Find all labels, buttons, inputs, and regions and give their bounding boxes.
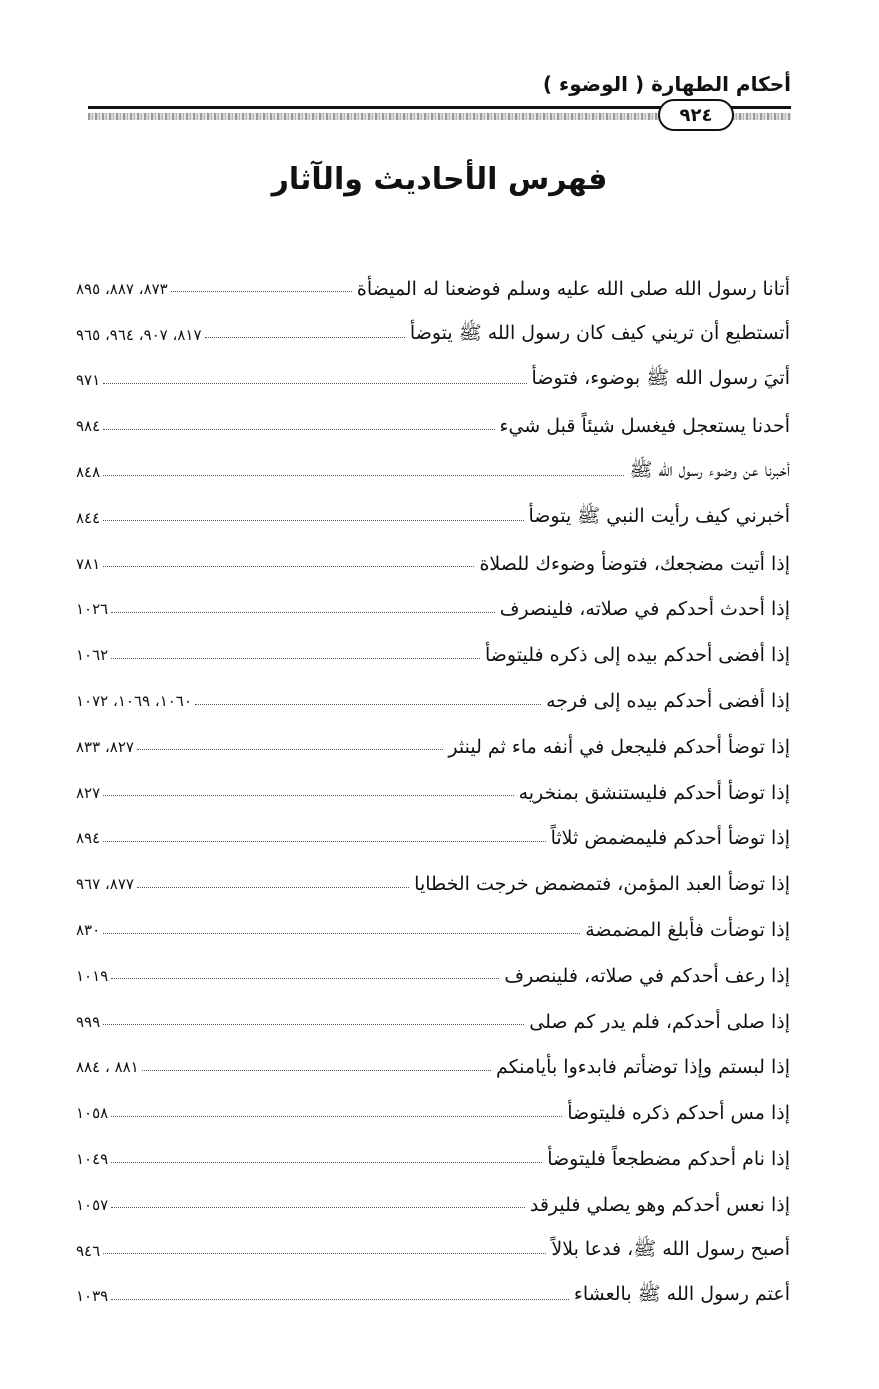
- dot-leader: [103, 520, 523, 521]
- index-entry: [76, 1090, 790, 1136]
- index-entry: [76, 953, 790, 999]
- dot-leader: [111, 658, 480, 659]
- entry-page-numbers: ١٠٦٠، ١٠٦٩، ١٠٧٢: [76, 692, 192, 711]
- entry-text: أتيَ رسول الله ﷺ بوضوء، فتوضأ: [531, 367, 790, 390]
- index-entry: [76, 403, 790, 449]
- entry-page-numbers: ٨١٧، ٩٠٧، ٩٦٤، ٩٦٥: [76, 325, 202, 344]
- running-title: أحكام الطهارة ( الوضوء ): [542, 72, 791, 96]
- entry-page-numbers: ٩٨٤: [76, 417, 101, 436]
- entry-text: إذا أحدث أحدكم في صلاته، فلينصرف: [499, 598, 790, 621]
- dot-leader: [103, 1253, 546, 1254]
- entry-text: إذا صلى أحدكم، فلم يدر كم صلى: [529, 1010, 790, 1033]
- index-entry: [76, 907, 790, 953]
- page-number: ٩٢٤: [679, 104, 713, 126]
- dot-leader: [195, 704, 541, 705]
- index-entry: [76, 1182, 790, 1228]
- entry-page-numbers: ٩٧١: [76, 371, 101, 390]
- dot-leader: [205, 337, 405, 338]
- index-entry: [76, 449, 790, 495]
- entry-page-numbers: ٨٤٤: [76, 508, 101, 527]
- entry-page-numbers: ١٠١٩: [76, 966, 109, 985]
- dot-leader: [111, 1207, 525, 1208]
- entry-page-numbers: ٨٢٧: [76, 783, 101, 802]
- index-entries: [76, 266, 790, 1319]
- entry-page-numbers: ٨٩٤: [76, 829, 101, 848]
- dot-leader: [111, 978, 499, 979]
- dot-leader: [111, 612, 494, 613]
- entry-page-numbers: ١٠٦٢: [76, 646, 109, 665]
- entry-page-numbers: ٨٤٨: [76, 463, 101, 482]
- dot-leader: [103, 795, 513, 796]
- entry-text: إذا لبستم وإذا توضأتم فابدءوا بأيامنكم: [496, 1056, 790, 1079]
- entry-text: أصبح رسول الله ﷺ، فدعا بلالاً: [551, 1237, 790, 1260]
- entry-page-numbers: ١٠٥٨: [76, 1104, 109, 1123]
- index-entry: [76, 1228, 790, 1274]
- index-entry: [76, 678, 790, 724]
- index-entry: [76, 266, 790, 312]
- dot-leader: [111, 1116, 562, 1117]
- entry-page-numbers: ٨٣٠: [76, 921, 101, 940]
- page-number-badge: [658, 99, 734, 131]
- dot-leader: [137, 887, 409, 888]
- entry-text: أخبرني كيف رأيت النبي ﷺ يتوضأ: [528, 504, 790, 527]
- dot-leader: [103, 933, 580, 934]
- index-entry: [76, 770, 790, 816]
- entry-text: إذا رعف أحدكم في صلاته، فلينصرف: [504, 964, 790, 987]
- entry-text: إذا توضأ أحدكم فليستنشق بمنخريه: [518, 781, 790, 804]
- index-entry: [76, 495, 790, 541]
- entry-text: أتانا رسول الله صلى الله عليه وسلم فوضعنا له الميضأة: [356, 277, 790, 300]
- index-entry: [76, 541, 790, 587]
- dot-leader: [103, 1024, 524, 1025]
- entry-text: أخبرنا عن وضوء رسول الله ﷺ: [629, 459, 790, 482]
- entry-page-numbers: ٨٨١ ، ٨٨٤: [76, 1058, 139, 1077]
- dot-leader: [111, 1299, 569, 1300]
- index-title: فهرس الأحاديث والآثار: [271, 162, 608, 197]
- entry-page-numbers: ١٠٢٦: [76, 600, 109, 619]
- index-entry: [76, 1045, 790, 1091]
- entry-page-numbers: ٨٧٧، ٩٦٧: [76, 875, 134, 894]
- entry-page-numbers: ٨٢٧، ٨٣٣: [76, 737, 134, 756]
- entry-page-numbers: ٩٩٩: [76, 1012, 101, 1031]
- index-entry: [76, 632, 790, 678]
- index-entry: [76, 1274, 790, 1320]
- index-entry: [76, 999, 790, 1045]
- dot-leader: [171, 291, 352, 292]
- dot-leader: [103, 841, 545, 842]
- index-entry: [76, 358, 790, 404]
- index-entry: [76, 724, 790, 770]
- entry-page-numbers: ١٠٥٧: [76, 1195, 109, 1214]
- entry-text: إذا توضأ العبد المؤمن، فتمضمض خرجت الخطايا: [414, 873, 790, 896]
- entry-text: أعتم رسول الله ﷺ بالعشاء: [573, 1283, 790, 1306]
- entry-text: أحدنا يستعجل فيغسل شيئاً قبل شيء: [499, 415, 790, 438]
- dot-leader: [103, 475, 624, 476]
- index-entry: [76, 861, 790, 907]
- entry-text: إذا أفضى أحدكم بيده إلى ذكره فليتوضأ: [485, 644, 790, 667]
- entry-text: إذا نعس أحدكم وهو يصلي فليرقد: [529, 1193, 790, 1216]
- entry-text: إذا توضأ أحدكم فليجعل في أنفه ماء ثم لينثر: [448, 735, 790, 758]
- entry-page-numbers: ١٠٣٩: [76, 1287, 109, 1306]
- entry-text: إذا مس أحدكم ذكره فليتوضأ: [567, 1102, 790, 1125]
- entry-text: إذا توضأ أحدكم فليمضمض ثلاثاً: [550, 827, 790, 850]
- dot-leader: [142, 1070, 491, 1071]
- index-entry: [76, 1136, 790, 1182]
- entry-page-numbers: ٩٤٦: [76, 1241, 101, 1260]
- index-entry: [76, 312, 790, 358]
- entry-page-numbers: ٧٨١: [76, 554, 101, 573]
- entry-text: إذا أتيت مضجعك، فتوضأ وضوءك للصلاة: [479, 552, 790, 575]
- index-entry: [76, 587, 790, 633]
- dot-leader: [103, 429, 494, 430]
- entry-text: إذا توضأت فأبلغ المضمضة: [585, 919, 790, 942]
- entry-page-numbers: ٨٧٣، ٨٨٧، ٨٩٥: [76, 279, 168, 298]
- dot-leader: [111, 1162, 542, 1163]
- entry-text: إذا نام أحدكم مضطجعاً فليتوضأ: [547, 1148, 790, 1171]
- entry-text: إذا أفضى أحدكم بيده إلى فرجه: [546, 690, 790, 713]
- dot-leader: [103, 383, 526, 384]
- dot-leader: [103, 566, 474, 567]
- index-entry: [76, 816, 790, 862]
- entry-text: أتستطيع أن تريني كيف كان رسول الله ﷺ يتوضأ: [409, 321, 790, 344]
- entry-page-numbers: ١٠٤٩: [76, 1150, 109, 1169]
- dot-leader: [137, 749, 443, 750]
